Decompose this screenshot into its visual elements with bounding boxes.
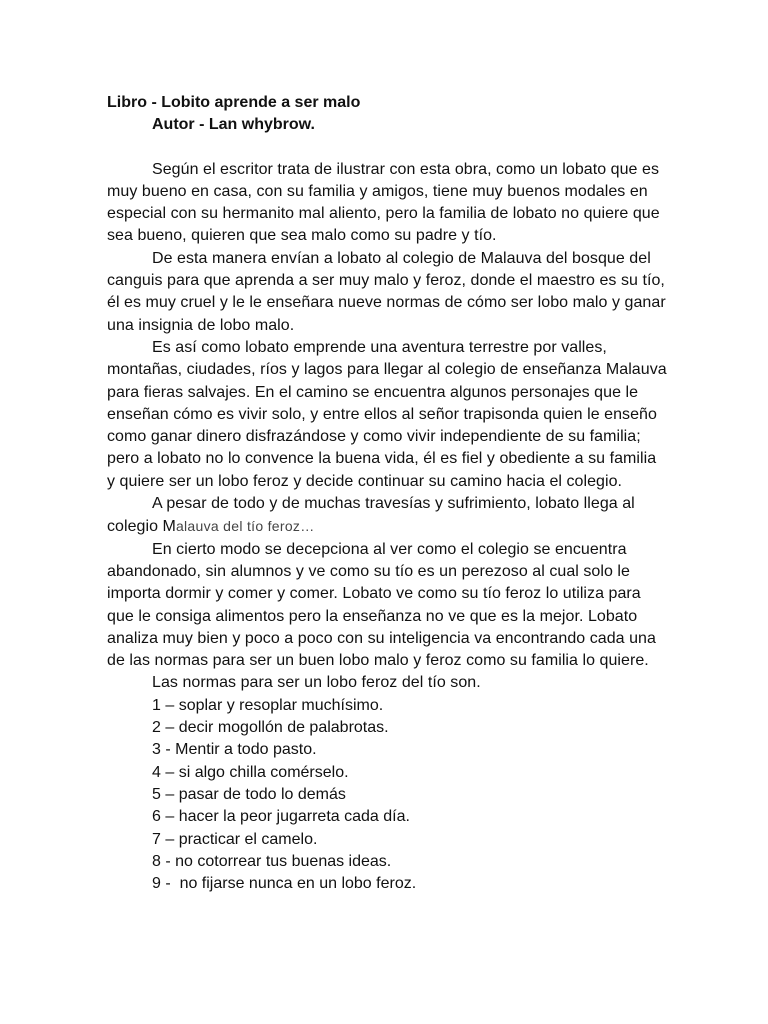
list-item: 9 - no fijarse nunca en un lobo feroz. xyxy=(152,875,417,893)
book-author: Autor - Lan whybrow. xyxy=(152,116,315,134)
rules-list xyxy=(107,695,667,896)
paragraph-4-main: A pesar de todo y de muchas travesías y sufrimiento, lobato llega al colegio M xyxy=(107,495,635,536)
paragraph-4-tail: alauva del tío feroz… xyxy=(175,518,315,535)
paragraph-1: Según el escritor trata de ilustrar con esta obra, como un lobato que es muy bueno en casa, con su familia y amigos, tiene muy buenos modales en especial con su hermanito mal aliento, pero la familia de lobato no quiere que sea bueno, quieren que sea malo como su padre y tío. xyxy=(107,160,660,245)
list-item: 3 - Mentir a todo pasto. xyxy=(152,741,317,759)
rules-intro: Las normas para ser un lobo feroz del tío son. xyxy=(152,674,481,692)
document-body xyxy=(107,92,667,895)
paragraph-5: En cierto modo se decepciona al ver como el colegio se encuentra abandonado, sin alumnos y ve como su tío es un perezoso al cual solo le importa dormir y comer y comer. Lobato ve como su tío feroz lo utiliza para que le consiga alimentos pero la enseñanza no ve que es la mejor. Lobato analiza muy bien y poco a poco con su inteligencia va encontrando cada una de las normas para ser un buen lobo malo y feroz como su familia lo quiere. xyxy=(107,540,656,670)
paragraph-4 xyxy=(107,493,667,539)
spacer xyxy=(107,137,667,159)
list-item: 5 – pasar de todo lo demás xyxy=(152,785,346,803)
list-item: 1 – soplar y resoplar muchísimo. xyxy=(152,696,384,714)
list-item: 7 – practicar el camelo. xyxy=(152,830,318,848)
paragraph-3: Es así como lobato emprende una aventura terrestre por valles, montañas, ciudades, ríos y lagos para llegar al colegio de enseñanza Malauva para fieras salvajes. En el camino se encuentra algunos personajes que le enseñan cómo es vivir solo, y entre ellos al señor trapisonda quien le enseño como ganar dinero disfrazándose y como vivir independiente de su familia; pero a lobato no lo convence la buena vida, él es fiel y obediente a su familia y quiere ser un lobo feroz y decide continuar su camino hacia el colegio. xyxy=(107,338,667,490)
list-item: 8 - no cotorrear tus buenas ideas. xyxy=(152,852,392,870)
list-item: 2 – decir mogollón de palabrotas. xyxy=(152,719,389,737)
book-title: Libro - Lobito aprende a ser malo xyxy=(107,94,361,111)
paragraph-2: De esta manera envían a lobato al colegio de Malauva del bosque del canguis para que aprenda a ser muy malo y feroz, donde el maestro es su tío, él es muy cruel y le le enseñara nueve normas de cómo ser lobo malo y ganar una insignia de lobo malo. xyxy=(107,249,666,334)
list-item: 4 – si algo chilla comérselo. xyxy=(152,763,349,781)
list-item: 6 – hacer la peor jugarreta cada día. xyxy=(152,808,410,826)
